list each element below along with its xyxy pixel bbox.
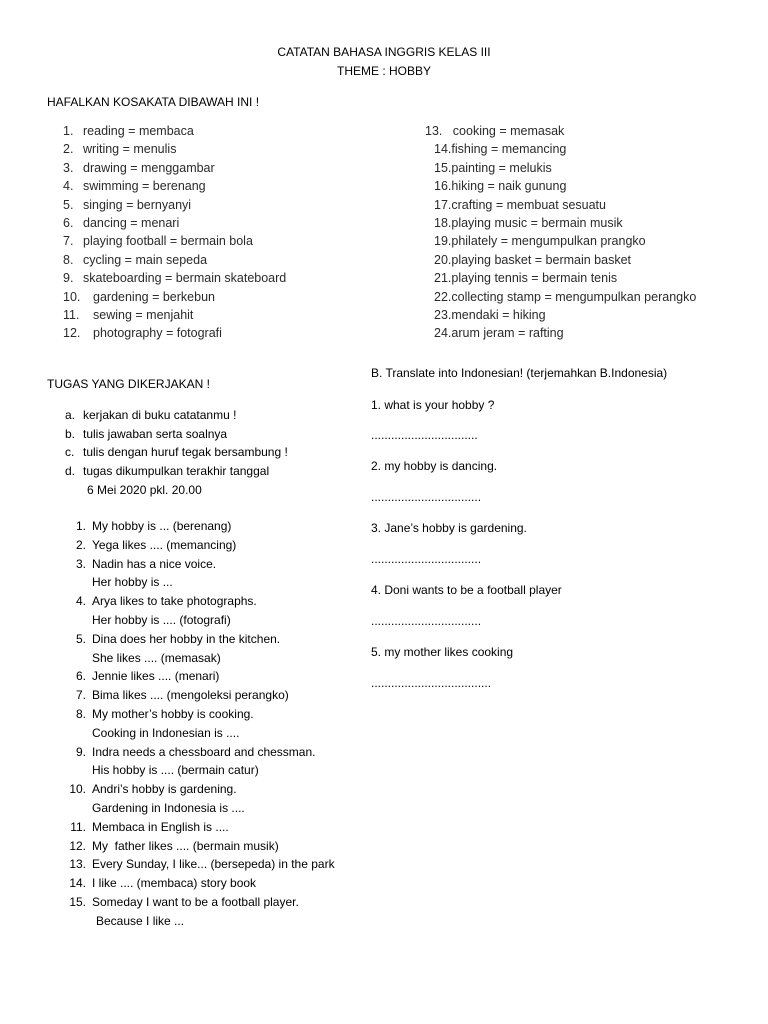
vocab-item — [63, 324, 286, 342]
vocab-number: 10. — [63, 289, 81, 304]
question-item — [60, 686, 335, 705]
vocab-number: 4. — [63, 179, 74, 194]
vocab-number: 9. — [63, 271, 74, 286]
question-text-continued: She likes .... (memasak) — [92, 650, 221, 665]
vocab-item: 16.hiking = naik gunung — [434, 179, 567, 194]
question-item — [60, 855, 335, 874]
task-text: tugas dikumpulkan terakhir tanggal — [83, 463, 270, 478]
translate-question: 2. my hobby is dancing. — [371, 459, 498, 473]
translate-question: 4. Doni wants to be a football player — [371, 583, 562, 597]
vocab-item: 21.playing tennis = bermain tenis — [434, 271, 618, 286]
vocab-number: 12. — [63, 326, 81, 341]
question-number: 6. — [75, 669, 86, 684]
vocab-text: swimming = berenang — [83, 179, 206, 194]
vocab-item — [63, 214, 286, 232]
translate-answer-line: .................................... — [371, 676, 492, 690]
question-text: Yega likes .... (memancing) — [92, 537, 237, 552]
vocab-number: 11. — [63, 307, 80, 322]
question-text: Every Sunday, I like... (bersepeda) in the park — [92, 857, 335, 872]
vocab-item: 20.playing basket = bermain basket — [434, 252, 631, 267]
vocab-number: 7. — [63, 234, 74, 249]
task-item — [65, 425, 288, 444]
question-text: Indra needs a chessboard and chessman. — [92, 744, 316, 759]
vocab-item — [63, 177, 286, 195]
vocab-text: singing = bernyanyi — [83, 197, 192, 212]
question-text: Dina does her hobby in the kitchen. — [92, 631, 281, 646]
question-text-continued: Gardening in Indonesia is .... — [92, 800, 245, 815]
tasks-list — [65, 406, 288, 480]
translate-question: 5. my mother likes cooking — [371, 645, 514, 659]
vocab-text: reading = membaca — [83, 124, 194, 138]
vocab-list-right — [425, 122, 696, 343]
vocab-item — [63, 269, 286, 287]
translate-answer-line: ................................. — [371, 552, 482, 566]
question-text: I like .... (membaca) story book — [92, 876, 257, 891]
translate-question: 3. Jane’s hobby is gardening. — [371, 521, 527, 535]
vocab-text: cycling = main sepeda — [83, 252, 208, 267]
vocab-item — [63, 251, 286, 269]
vocab-number: 1. — [63, 124, 74, 138]
task-label: c. — [65, 445, 75, 460]
question-text-continued: Her hobby is .... (fotografi) — [92, 612, 231, 627]
vocab-number: 5. — [63, 197, 74, 212]
task-item — [65, 462, 288, 481]
question-number: 12. — [69, 838, 86, 853]
question-number: 13. — [69, 857, 86, 872]
task-label: d. — [65, 463, 76, 478]
vocab-number: 6. — [63, 215, 74, 230]
question-text-continued: His hobby is .... (bermain catur) — [92, 763, 259, 778]
question-text: My mother’s hobby is cooking. — [92, 706, 254, 721]
task-label: b. — [65, 426, 76, 441]
question-number: 10. — [69, 782, 86, 797]
question-item — [60, 705, 335, 743]
question-text: Bima likes .... (mengoleksi perangko) — [92, 688, 289, 703]
document-theme: THEME : HOBBY — [336, 64, 431, 78]
vocab-item: 23.mendaki = hiking — [434, 307, 546, 322]
vocab-item: 14.fishing = memancing — [434, 142, 567, 157]
translate-answer-line: ................................ — [371, 428, 478, 442]
task-item — [65, 406, 288, 425]
question-number: 5. — [75, 631, 86, 646]
question-number: 2. — [75, 537, 86, 552]
question-number: 7. — [75, 688, 86, 703]
task-text: kerjakan di buku catatanmu ! — [83, 408, 237, 422]
vocab-item — [63, 306, 286, 324]
question-item — [60, 517, 335, 536]
task-text: tulis dengan huruf tegak bersambung ! — [83, 445, 288, 460]
vocab-text: sewing = menjahit — [93, 307, 194, 322]
vocab-number: 2. — [63, 142, 74, 157]
vocab-item — [63, 122, 286, 140]
question-text: Andri’s hobby is gardening. — [92, 782, 237, 797]
vocab-text: gardening = berkebun — [93, 289, 215, 304]
vocab-number: 3. — [63, 160, 74, 175]
vocab-item — [63, 288, 286, 306]
vocab-item — [63, 140, 286, 158]
vocab-text: dancing = menari — [83, 215, 180, 230]
task-item — [65, 443, 288, 462]
question-number: 8. — [75, 706, 86, 721]
question-text: My father likes .... (bermain musik) — [92, 838, 279, 853]
vocab-list-left — [63, 122, 286, 343]
vocab-text: writing = menulis — [83, 142, 177, 157]
question-item — [60, 743, 335, 781]
task-text: tulis jawaban serta soalnya — [83, 426, 228, 441]
vocab-item: 19.philately = mengumpulkan prangko — [434, 234, 646, 249]
question-item — [60, 893, 335, 931]
vocab-item: 13. cooking = memasak — [425, 124, 565, 138]
vocab-item — [63, 159, 286, 177]
question-number: 15. — [69, 894, 86, 909]
task-label: a. — [65, 408, 76, 422]
question-text-continued: Because I like ... — [96, 913, 185, 928]
task-deadline: 6 Mei 2020 pkl. 20.00 — [87, 483, 202, 497]
question-item — [60, 837, 335, 856]
question-number: 3. — [75, 556, 86, 571]
question-item — [60, 780, 335, 818]
vocab-text: photography = fotografi — [93, 326, 222, 341]
vocab-text: drawing = menggambar — [83, 160, 215, 175]
vocab-item: 15.painting = melukis — [434, 160, 552, 175]
question-item — [60, 630, 335, 668]
translate-answer-line: ................................. — [371, 490, 482, 504]
document-title: CATATAN BAHASA INGGRIS KELAS III — [277, 45, 491, 59]
vocab-instruction: HAFALKAN KOSAKATA DIBAWAH INI ! — [47, 95, 260, 109]
question-number: 4. — [75, 594, 86, 609]
questions-list — [60, 517, 335, 931]
vocab-number: 8. — [63, 252, 74, 267]
question-item — [60, 818, 335, 837]
vocab-item: 24.arum jeram = rafting — [434, 326, 564, 341]
question-item — [60, 592, 335, 630]
question-text: Someday I want to be a football player. — [92, 894, 299, 909]
tasks-heading: TUGAS YANG DIKERJAKAN ! — [47, 377, 210, 391]
question-text-continued: Her hobby is ... — [92, 575, 173, 590]
question-number: 9. — [75, 744, 86, 759]
vocab-item — [63, 196, 286, 214]
vocab-item: 17.crafting = membuat sesuatu — [434, 197, 606, 212]
question-item — [60, 555, 335, 593]
question-number: 14. — [69, 876, 86, 891]
vocab-text: playing football = bermain bola — [83, 234, 253, 249]
question-text-continued: Cooking in Indonesian is .... — [92, 725, 240, 740]
question-text: My hobby is ... (berenang) — [92, 519, 232, 533]
vocab-text: skateboarding = bermain skateboard — [83, 271, 287, 286]
question-text: Membaca in English is .... — [92, 819, 229, 834]
translate-heading: B. Translate into Indonesian! (terjemahkan B.Indonesia) — [371, 366, 668, 380]
question-number: 1. — [75, 519, 86, 533]
question-item — [60, 536, 335, 555]
translate-question: 1. what is your hobby ? — [371, 398, 495, 412]
question-text: Nadin has a nice voice. — [92, 556, 217, 571]
question-text: Jennie likes .... (menari) — [92, 669, 220, 684]
question-item — [60, 667, 335, 686]
translate-answer-line: ................................. — [371, 614, 482, 628]
vocab-item — [63, 232, 286, 250]
vocab-item: 18.playing music = bermain musik — [434, 215, 623, 230]
question-text: Arya likes to take photographs. — [92, 594, 257, 609]
question-item — [60, 874, 335, 893]
question-number: 11. — [70, 819, 86, 834]
vocab-item: 22.collecting stamp = mengumpulkan perangko — [434, 289, 697, 304]
